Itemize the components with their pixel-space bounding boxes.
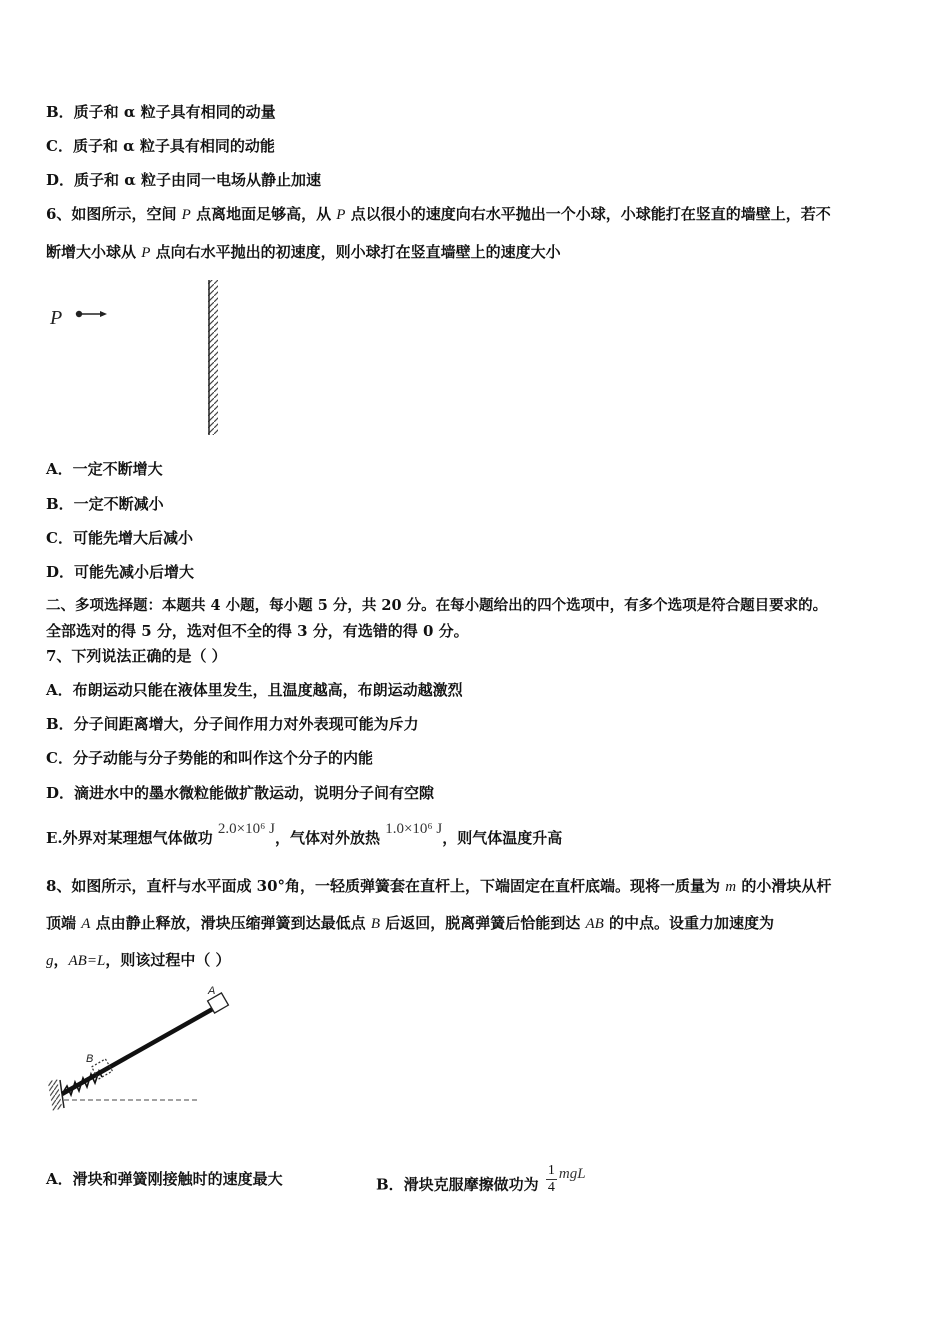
q7-option-c: C．分子动能与分子势能的和叫作这个分子的内能 <box>46 749 373 767</box>
var-g: g <box>46 953 54 969</box>
label-b: B <box>86 1053 94 1065</box>
section2-heading-line2: 全部选对的得 5 分，选对但不全的得 3 分，有选错的得 0 分。 <box>46 622 469 640</box>
q8-option-b: B．滑块克服摩擦做功为 $\frac{1}{4}$ mgL <box>376 1163 586 1195</box>
q6-stem-line1: 6、如图所示，空间 P 点离地面足够高，从 P 点以很小的速度向右水平抛出一个小球，小球能打在竖直的墙壁上，若不 <box>46 205 831 223</box>
point-p-label: P <box>50 307 63 329</box>
q8-option-a: A．滑块和弹簧刚接触时的速度最大 <box>46 1170 283 1188</box>
section2-heading-line1: 二、多项选择题：本题共 4 小题，每小题 5 分，共 20 分。在每小题给出的四个选项中，有多个选项是符合题目要求的。 <box>46 597 828 614</box>
q7-stem: 7、下列说法正确的是（ ） <box>46 647 227 665</box>
mgl-expression: mgL <box>558 1165 586 1182</box>
q6-figure <box>40 272 240 442</box>
q7-option-b: B．分子间距离增大，分子间作用力对外表现可能为斥力 <box>46 715 419 733</box>
q5-option-c: C．质子和 α 粒子具有相同的动能 <box>46 137 275 155</box>
q6-option-c: C．可能先增大后减小 <box>46 529 193 547</box>
q7-option-d: D．滴进水中的墨水微粒能做扩散运动，说明分子间有空隙 <box>46 784 435 802</box>
q8-stem-line3: g，AB=L，则该过程中（ ） <box>46 951 231 969</box>
label-a: A <box>208 985 216 997</box>
q6-stem-line2: 断增大小球从 P 点向右水平抛出的初速度，则小球打在竖直墙壁上的速度大小 <box>46 243 561 261</box>
velocity-arrowhead <box>100 311 107 317</box>
var-a: A <box>81 916 91 932</box>
var-p: P <box>181 207 191 223</box>
fraction-one-quarter: $\frac{1}{4}$ <box>547 1163 555 1195</box>
work-value: 2.0×10⁶ J <box>217 821 275 837</box>
var-p: P <box>336 207 346 223</box>
rod <box>62 1006 218 1094</box>
q6-option-a: A．一定不断增大 <box>46 460 163 478</box>
q7-option-e: E.外界对某理想气体做功 2.0×10⁶ J，气体对外放热 1.0×10⁶ J，则气体温度升高 <box>46 821 563 847</box>
q7-option-a: A．布朗运动只能在液体里发生，且温度越高，布朗运动越激烈 <box>46 681 463 699</box>
q8-figure <box>40 980 260 1125</box>
q6-option-b: B．一定不断减小 <box>46 495 164 513</box>
q8-stem-line2: 顶端 A 点由静止释放，滑块压缩弹簧到达最低点 B 后返回，脱离弹簧后恰能到达 AB 的中点。设重力加速度为 <box>46 914 775 932</box>
q5-option-b: B．质子和 α 粒子具有相同的动量 <box>46 103 276 121</box>
var-ab: AB <box>585 916 604 932</box>
var-b: B <box>370 916 381 932</box>
heat-value: 1.0×10⁶ J <box>385 821 443 837</box>
var-p: P <box>141 245 151 261</box>
q5-option-d: D．质子和 α 粒子由同一电场从静止加速 <box>46 171 321 189</box>
var-ab-eq-l: AB=L <box>68 953 106 969</box>
q6-option-d: D．可能先减小后增大 <box>46 563 195 581</box>
var-m: m <box>725 879 737 895</box>
q8-stem-line1: 8、如图所示，直杆与水平面成 30°角，一轻质弹簧套在直杆上，下端固定在直杆底端。现将一质量为 m 的小滑块从杆 <box>46 877 832 895</box>
